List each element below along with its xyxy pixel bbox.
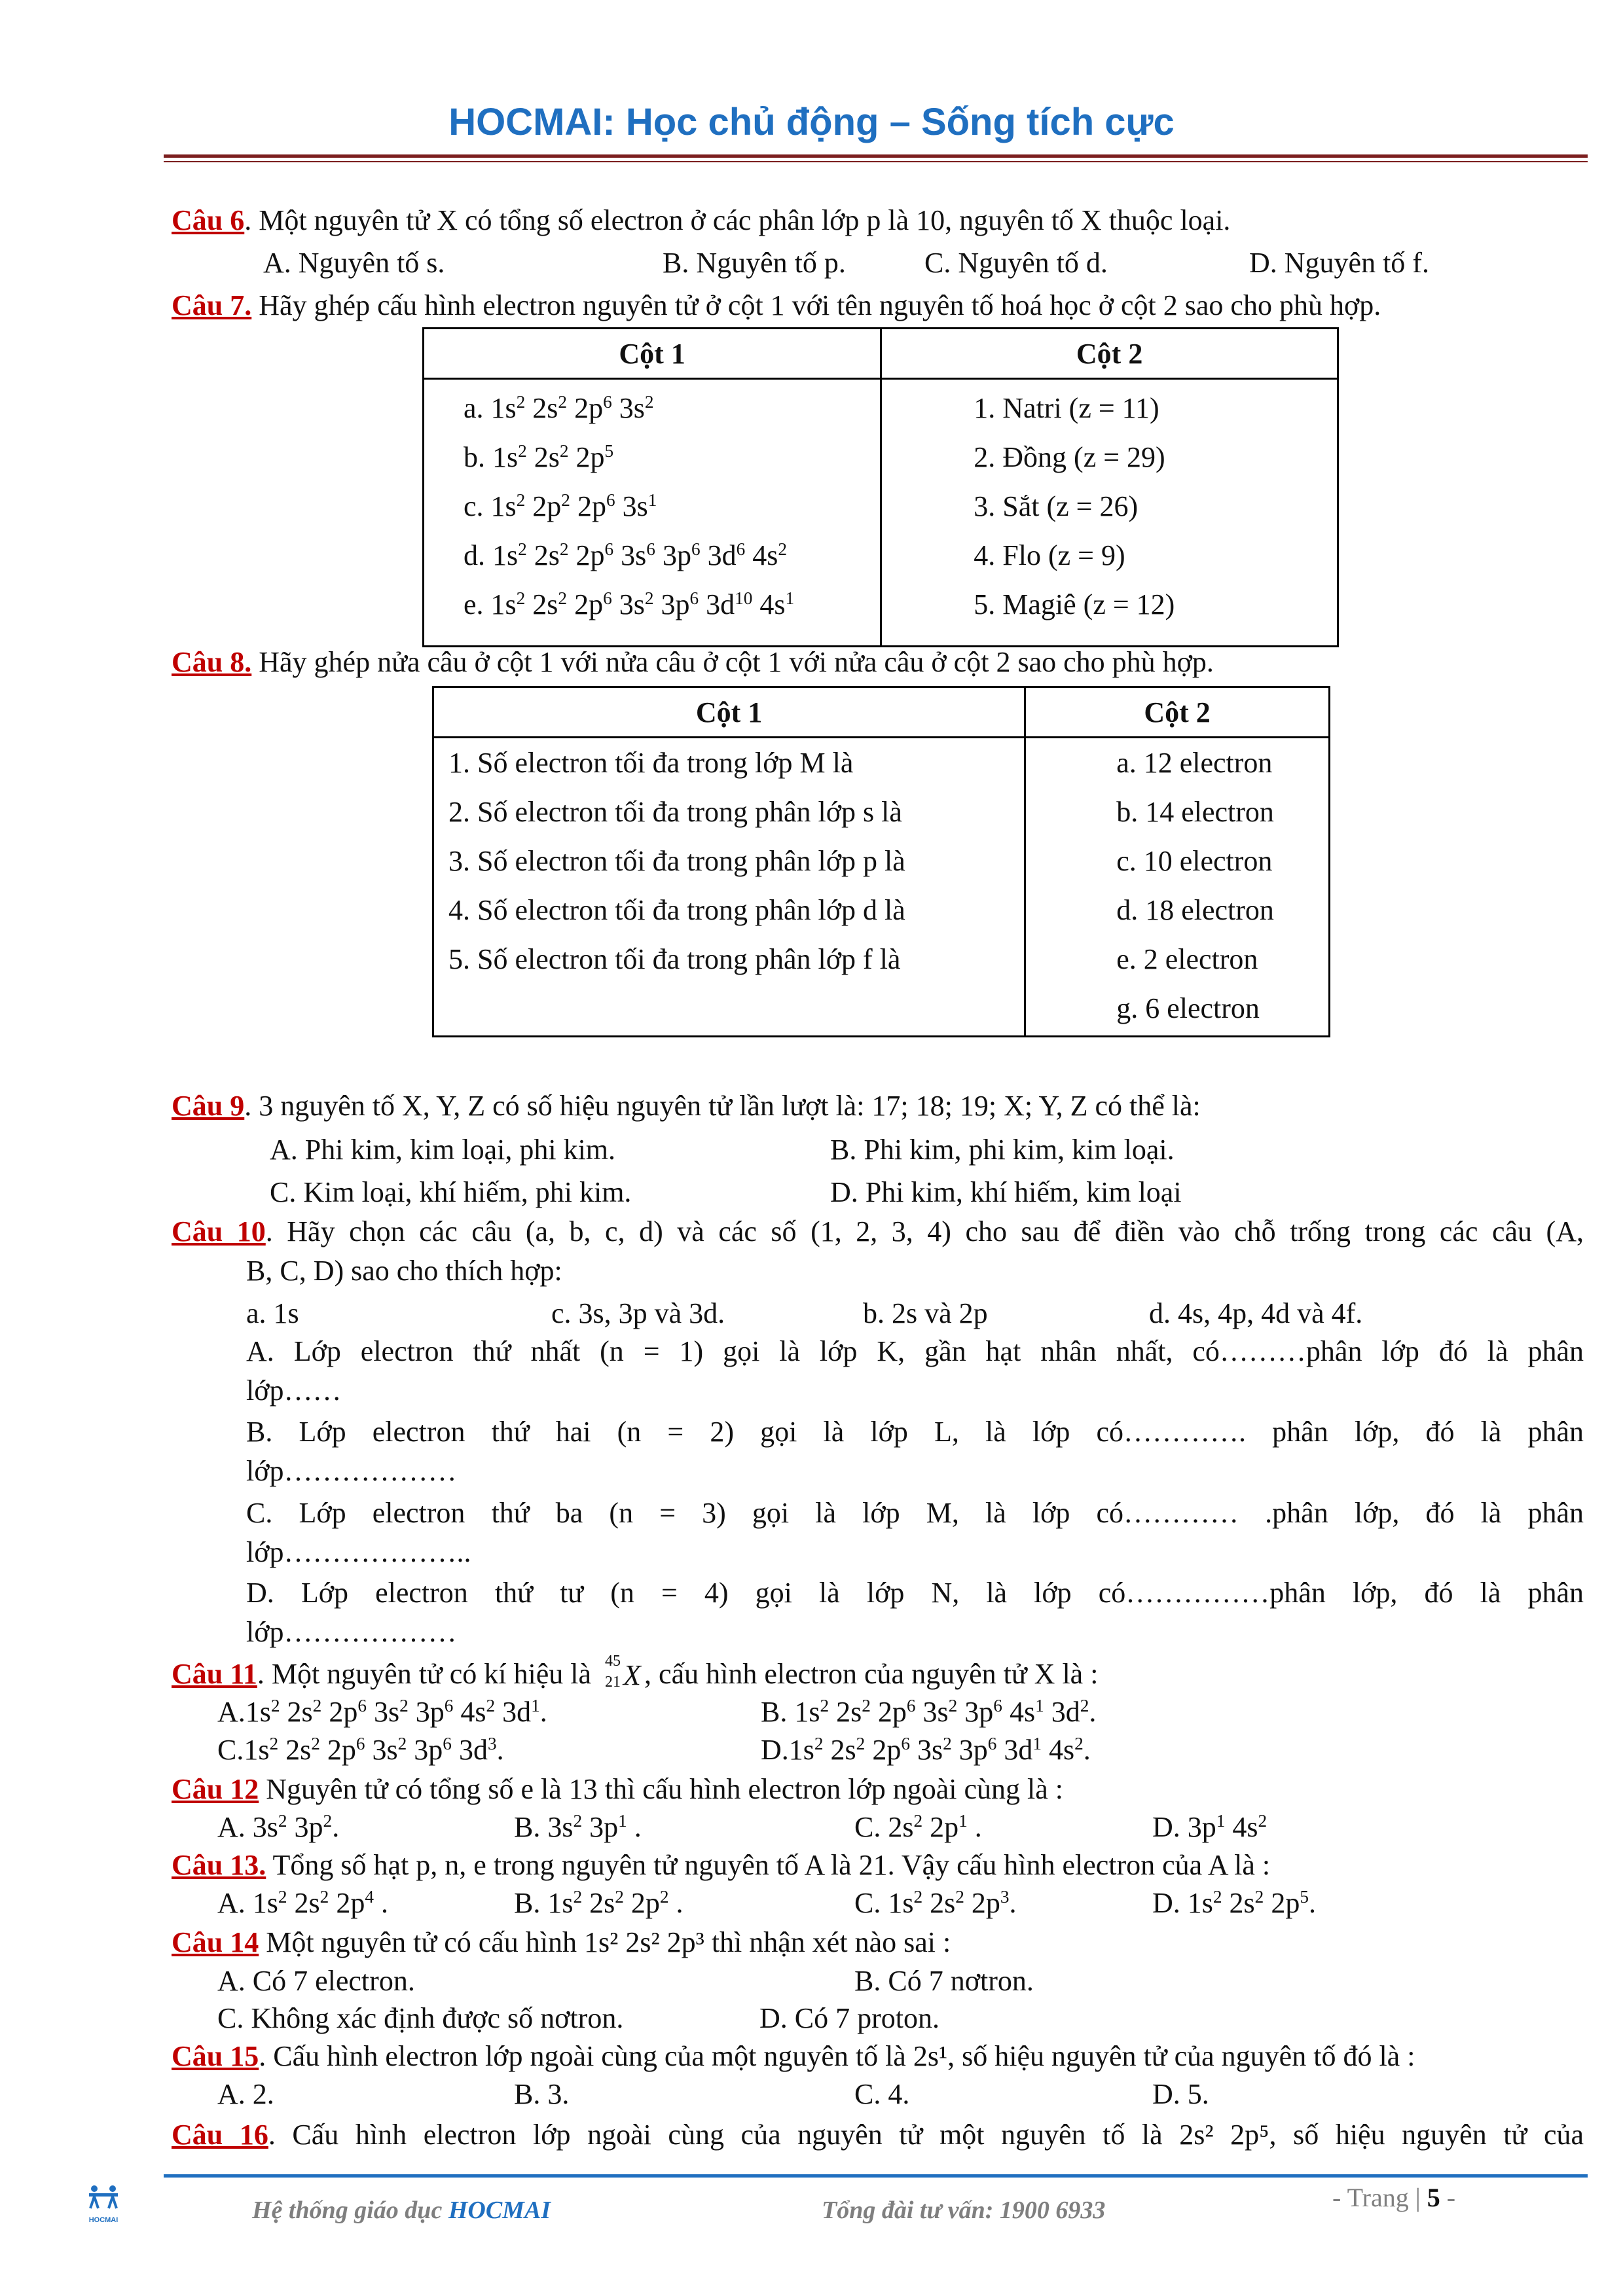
- q8-answer-a: a. 12 electron: [1116, 747, 1273, 779]
- q7-element-2: 2. Đồng (z = 29): [974, 441, 1165, 473]
- q8-answer-g: g. 6 electron: [1116, 992, 1260, 1024]
- question-9: [172, 1092, 1201, 1121]
- question-16-label: Câu 16: [172, 2119, 268, 2151]
- page-number: [1332, 2185, 1455, 2211]
- question-11: [172, 1653, 1099, 1691]
- q10-item-D-line1: D. Lớp electron thứ tư (n = 4) gọi là lớp N, là lớp có……………phân lớp, đó là phân: [246, 1577, 1584, 1609]
- q14-option-c: C. Không xác định được số nơtron.: [217, 2002, 624, 2034]
- q7-col1-header: Cột 1: [424, 329, 881, 379]
- q10-item-C-line1: C. Lớp electron thứ ba (n = 3) gọi là lớp M, là lớp có………… .phân lớp, đó là phân: [246, 1497, 1584, 1529]
- hocmai-logo: [84, 2183, 123, 2224]
- q15-option-c: C. 4.: [854, 2078, 910, 2110]
- q13-option-a: A. $1s^2$ $2s^2$ $2p^4$ .: [217, 1887, 388, 1919]
- q8-statement-3: 3. Số electron tối đa trong phân lớp p là: [448, 845, 905, 877]
- q12-option-a: A. $3s^2$ $3p^2$.: [217, 1811, 340, 1843]
- question-8-text: Hãy ghép nửa câu ở cột 1 với nửa câu ở cột 1 với nửa câu ở cột 2 sao cho phù hợp.: [251, 646, 1214, 678]
- q11-option-d: $D.1s^2$ $2s^2$ $2p^6$ $3s^2$ $3p^6$ $3d^1$ $4s^2$.: [761, 1734, 1091, 1766]
- q8-col2-header: Cột 2: [1025, 687, 1330, 738]
- question-6-label: Câu 6: [172, 204, 245, 236]
- q6-option-d: D. Nguyên tố f.: [1249, 247, 1429, 279]
- q6-option-c: C. Nguyên tố d.: [924, 247, 1108, 279]
- question-12-text: Nguyên tử có tổng số e là 13 thì cấu hình electron lớp ngoài cùng là :: [259, 1773, 1063, 1805]
- q10-choice-a: a. 1s: [246, 1297, 299, 1329]
- q10-item-B-line2: lớp………………: [246, 1455, 457, 1487]
- q13-option-b: B. $1s^2$ $2s^2$ $2p^2$ .: [514, 1887, 684, 1919]
- q12-option-b: B. $3s^2$ $3p^1$ .: [514, 1811, 642, 1843]
- q7-element-3: 3. Sắt (z = 26): [974, 490, 1139, 522]
- q9-option-b: B. Phi kim, phi kim, kim loại.: [830, 1134, 1175, 1166]
- q10-item-A-line2: lớp……: [246, 1374, 342, 1407]
- question-14-label: Câu 14: [172, 1926, 259, 1958]
- question-13-label: Câu 13.: [172, 1849, 266, 1881]
- question-10: [172, 1217, 1584, 1246]
- footer-left: [252, 2196, 551, 2225]
- q7-config-a: a. $1s^2$ $2s^2$ $2p^6$ $3s^2$: [464, 392, 654, 424]
- q13-option-c: C. $1s^2$ $2s^2$ $2p^3$.: [854, 1887, 1017, 1919]
- q9-option-d: D. Phi kim, khí hiếm, kim loại: [830, 1176, 1182, 1208]
- footer-left-text: Hệ thống giáo dục: [252, 2197, 448, 2224]
- q12-option-c: C. $2s^2$ $2p^1$ .: [854, 1811, 982, 1843]
- question-12-label: Câu 12: [172, 1773, 259, 1805]
- question-6-text: . Một nguyên tử X có tổng số electron ở các phân lớp p là 10, nguyên tố X thuộc loại.: [244, 204, 1231, 236]
- q8-answer-e: e. 2 electron: [1116, 943, 1258, 975]
- question-15-text: . Cấu hình electron lớp ngoài cùng của một nguyên tố là 2s¹, số hiệu nguyên tử của nguyên tố đó là :: [259, 2040, 1415, 2072]
- q8-statement-2: 2. Số electron tối đa trong phân lớp s là: [448, 796, 902, 828]
- q10-choice-b: b. 2s và 2p: [863, 1297, 988, 1329]
- question-10-label: Câu 10: [172, 1215, 266, 1247]
- q8-answer-b: b. 14 electron: [1116, 796, 1274, 828]
- q11-option-a: $A.1s^2$ $2s^2$ $2p^6$ $3s^2$ $3p^6$ $4s^2$ $3d^1$.: [217, 1696, 547, 1728]
- header-rule-thin: [164, 161, 1588, 162]
- question-13: [172, 1851, 1270, 1880]
- page-number-prefix: - Trang |: [1332, 2183, 1427, 2212]
- q13-option-d: D. $1s^2$ $2s^2$ $2p^5$.: [1152, 1887, 1316, 1919]
- question-11-label: Câu 11: [172, 1658, 257, 1690]
- question-12: [172, 1775, 1063, 1804]
- q10-item-A-line1: A. Lớp electron thứ nhất (n = 1) gọi là lớp K, gần hạt nhân nhất, có………phân lớp đó là phân: [246, 1335, 1584, 1367]
- q7-element-5: 5. Magiê (z = 12): [974, 588, 1175, 620]
- question-8: [172, 648, 1214, 677]
- q12-option-d: D. $3p^1$ $4s^2$: [1152, 1811, 1267, 1843]
- q8-statement-5: 5. Số electron tối đa trong phân lớp f là: [448, 943, 901, 975]
- hocmai-logo-icon: [84, 2183, 123, 2210]
- q7-config-c: c. $1s^2$ $2p^2$ $2p^6$ $3s^1$: [464, 490, 657, 522]
- q10-item-C-line2: lớp………………..: [246, 1536, 471, 1568]
- q8-answer-d: d. 18 electron: [1116, 894, 1274, 926]
- question-9-text: . 3 nguyên tố X, Y, Z có số hiệu nguyên tử lần lượt là: 17; 18; 19; X; Y, Z có thể là:: [244, 1090, 1201, 1122]
- question-10-text-1: . Hãy chọn các câu (a, b, c, d) và các số (1, 2, 3, 4) cho sau để điền vào chỗ trống trong các câu (A,: [265, 1215, 1584, 1247]
- q15-option-a: A. 2.: [217, 2078, 274, 2110]
- footer-brand: HOCMAI: [448, 2197, 551, 2224]
- q10-choice-c: c. 3s, 3p và 3d.: [551, 1297, 725, 1329]
- footer-rule: [164, 2174, 1588, 2178]
- q14-option-b: B. Có 7 nơtron.: [854, 1965, 1034, 1997]
- question-16-text: . Cấu hình electron lớp ngoài cùng của nguyên tử một nguyên tố là 2s² 2p⁵, số hiệu nguyên tử của: [268, 2119, 1584, 2151]
- question-7-label: Câu 7.: [172, 289, 252, 321]
- hocmai-logo-text: HOCMAI: [88, 2216, 119, 2224]
- question-9-label: Câu 9: [172, 1090, 245, 1122]
- q7-matching-table: [422, 327, 1339, 647]
- q11-atomic-number: 21: [605, 1674, 621, 1691]
- q7-config-e: e. $1s^2$ $2s^2$ $2p^6$ $3s^2$ $3p^6$ $3d^{10}$ $4s^1$: [464, 588, 795, 620]
- q15-option-b: B. 3.: [514, 2078, 570, 2110]
- q10-choice-d: d. 4s, 4p, 4d và 4f.: [1149, 1297, 1363, 1329]
- footer-hotline: Tổng đài tư vấn: 1900 6933: [822, 2197, 1106, 2224]
- q8-answer-c: c. 10 electron: [1116, 845, 1273, 877]
- q15-option-d: D. 5.: [1152, 2078, 1209, 2110]
- header-rule-thick: [164, 154, 1588, 158]
- q11-element-symbol: X: [623, 1659, 641, 1691]
- question-14: [172, 1928, 951, 1957]
- q9-option-a: A. Phi kim, kim loại, phi kim.: [270, 1134, 616, 1166]
- q14-option-a: A. Có 7 electron.: [217, 1965, 415, 1997]
- q7-config-d: d. $1s^2$ $2s^2$ $2p^6$ $3s^6$ $3p^6$ $3d^6$ $4s^2$: [464, 539, 787, 571]
- question-8-label: Câu 8.: [172, 646, 252, 678]
- q14-option-d: D. Có 7 proton.: [759, 2002, 939, 2034]
- q11-mass-number: 45: [605, 1653, 621, 1670]
- q8-statement-1: 1. Số electron tối đa trong lớp M là: [448, 747, 854, 779]
- page-number-suffix: -: [1440, 2183, 1456, 2212]
- page-header-title: HOCMAI: Học chủ động – Sống tích cực: [448, 101, 1175, 143]
- question-7: [172, 291, 1381, 320]
- q6-option-a: A. Nguyên tố s.: [263, 247, 445, 279]
- q7-col2-header: Cột 2: [881, 329, 1338, 379]
- page-number-value: 5: [1427, 2183, 1440, 2212]
- q7-element-1: 1. Natri (z = 11): [974, 392, 1159, 424]
- q11-nuclide-symbol: [598, 1653, 644, 1691]
- question-16: [172, 2121, 1584, 2149]
- q10-item-B-line1: B. Lớp electron thứ hai (n = 2) gọi là lớp L, là lớp có…………. phân lớp, đó là phân: [246, 1416, 1584, 1448]
- question-7-text: Hãy ghép cấu hình electron nguyên tử ở cột 1 với tên nguyên tố hoá học ở cột 2 sao cho phù hợp.: [251, 289, 1381, 321]
- q11-option-b: B. $1s^2$ $2s^2$ $2p^6$ $3s^2$ $3p^6$ $4s^1$ $3d^2$.: [761, 1696, 1097, 1728]
- q7-config-b: b. $1s^2$ $2s^2$ $2p^5$: [464, 441, 614, 473]
- question-11-text-2: , cấu hình electron của nguyên tử X là :: [644, 1658, 1099, 1690]
- question-10-text-2: B, C, D) sao cho thích hợp:: [246, 1255, 562, 1287]
- q9-option-c: C. Kim loại, khí hiếm, phi kim.: [270, 1176, 632, 1208]
- question-15-label: Câu 15: [172, 2040, 259, 2072]
- q8-col1-header: Cột 1: [433, 687, 1025, 738]
- question-11-text: . Một nguyên tử có kí hiệu là: [257, 1658, 592, 1690]
- q7-element-4: 4. Flo (z = 9): [974, 539, 1125, 571]
- q10-item-D-line2: lớp………………: [246, 1616, 457, 1648]
- q6-option-b: B. Nguyên tố p.: [663, 247, 846, 279]
- q8-statement-4: 4. Số electron tối đa trong phân lớp d là: [448, 894, 905, 926]
- q8-matching-table: [432, 686, 1330, 1037]
- question-14-text: Một nguyên tử có cấu hình 1s² 2s² 2p³ thì nhận xét nào sai :: [259, 1926, 951, 1958]
- question-6: [172, 206, 1230, 235]
- question-13-text: Tổng số hạt p, n, e trong nguyên tử nguyên tố A là 21. Vậy cấu hình electron của A là :: [266, 1849, 1271, 1881]
- q11-option-c: $C.1s^2$ $2s^2$ $2p^6$ $3s^2$ $3p^6$ $3d^3$.: [217, 1734, 504, 1766]
- question-15: [172, 2042, 1415, 2071]
